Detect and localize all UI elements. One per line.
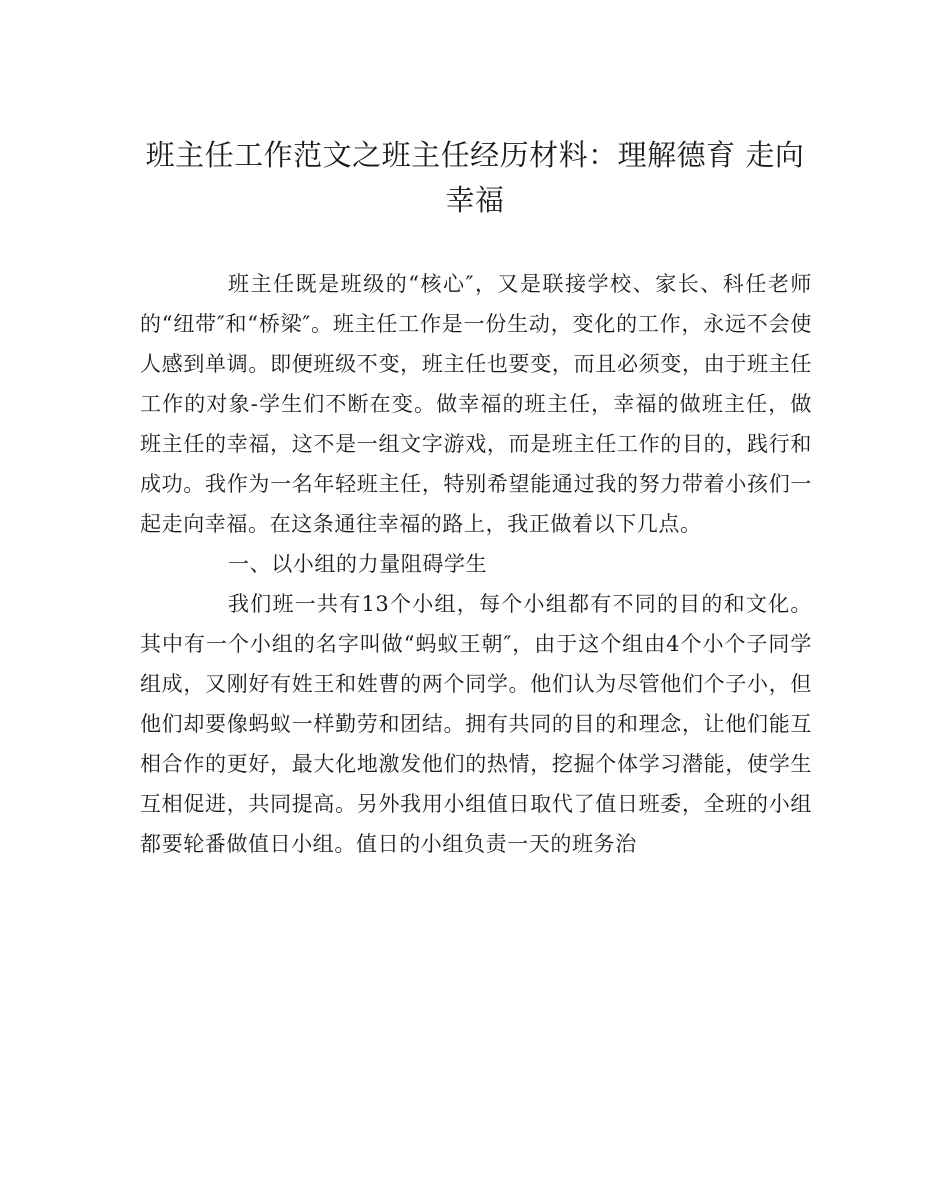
document-body [140, 264, 812, 864]
paragraph-groups: 我们班一共有13个小组，每个小组都有不同的目的和文化。其中有一个小组的名字叫做“蚂蚁王朝″，由于这个组由4个小个子同学组成，又刚好有姓王和姓曹的两个同学。他们认为尽管他们个子小，但他们却要像蚂蚁一样勤劳和团结。拥有共同的目的和理念，让他们能互相合作的更好，最大化地激发他们的热情，挖掘个体学习潜能，使学生互相促进，共同提高。另外我用小组值日取代了值日班委，全班的小组都要轮番做值日小组。值日的小组负责一天的班务治 [140, 592, 812, 856]
document-title: 班主任工作范文之班主任经历材料：理解德育 走向幸福 [145, 138, 805, 217]
paragraph-intro: 班主任既是班级的“核心″，又是联接学校、家长、科任老师的“纽带″和“桥梁″。班主任工作是一份生动，变化的工作，永远不会使人感到单调。即便班级不变，班主任也要变，而且必须变，由于班主任工作的对象-学生们不断在变。做幸福的班主任，幸福的做班主任，做班主任的幸福，这不是一组文字游戏，而是班主任工作的目的，践行和成功。我作为一名年轻班主任，特别希望能通过我的努力带着小孩们一起走向幸福。在这条通往幸福的路上，我正做着以下几点。 [140, 272, 812, 536]
section-heading-1: 一、以小组的力量阻碍学生 [228, 552, 488, 576]
